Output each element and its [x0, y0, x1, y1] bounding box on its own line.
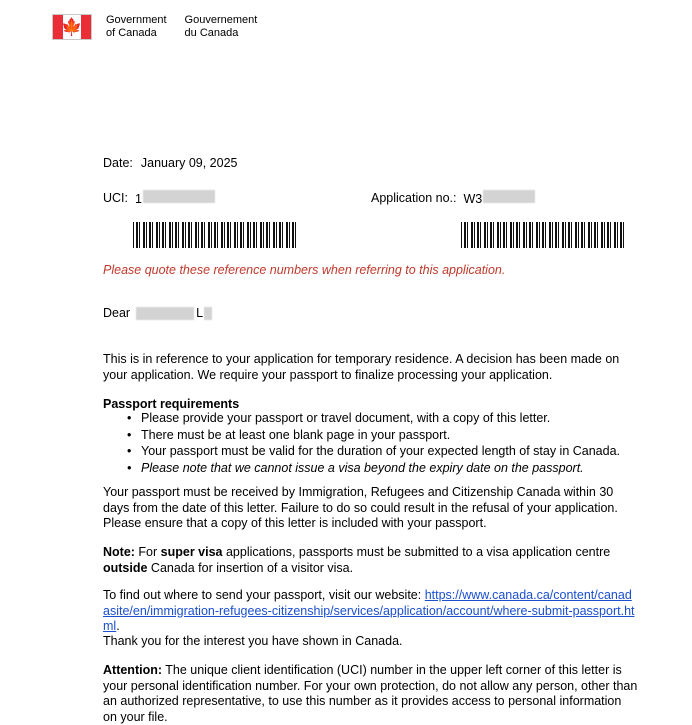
- list-item: [141, 460, 641, 477]
- wordmark: [106, 14, 257, 40]
- note-label: Note:: [103, 545, 135, 559]
- barcode-application: [461, 222, 627, 248]
- application-block: [371, 190, 535, 206]
- date-row: [103, 156, 238, 170]
- requirement-text: Your passport must be valid for the duration of your expected length of stay in Canada.: [141, 444, 620, 458]
- date-label: Date:: [103, 156, 133, 170]
- requirement-text: Please note that we cannot issue a visa beyond the expiry date on the passport.: [141, 460, 584, 475]
- website-suffix: .: [116, 619, 120, 633]
- website-prefix: To find out where to send your passport, visit our website:: [103, 588, 425, 602]
- date-value: January 09, 2025: [140, 156, 238, 170]
- paragraph-thanks: Thank you for the interest you have shown in Canada.: [103, 634, 403, 648]
- requirement-text: Please provide your passport or travel document, with a copy of this letter.: [141, 411, 551, 425]
- paragraph-note: [103, 545, 638, 576]
- uci-value: 1: [135, 192, 142, 206]
- application-value: W3: [463, 192, 483, 206]
- uci-redaction: [143, 190, 215, 203]
- letterhead: [52, 14, 257, 40]
- attention-text: The unique client identification (UCI) number in the upper left corner of this letter is your personal identification number. For your own protection, do not allow any person, other than an authorized representative, to use this number as it provides access to personal information on your file.: [103, 663, 638, 724]
- paragraph-intro: This is in reference to your application for temporary residence. A decision has been made on your application. We require your passport to finalize processing your application.: [103, 352, 620, 382]
- wordmark-english: [106, 14, 167, 40]
- barcode-uci: [133, 222, 297, 248]
- paragraph-deadline: Your passport must be received by Immigration, Refugees and Citizenship Canada within 30 days from the date of this letter. Failure to do so could result in the refusal of your application. Please ensure that a copy of this letter is included with your passport.: [103, 485, 618, 530]
- where-submit-passport-link[interactable]: https://www.canada.ca/content/canadasite/en/immigration-refugees-citizenship/services/application/account/where-submit-passport.html: [103, 588, 635, 633]
- note-bold-super-visa: super visa: [160, 545, 223, 559]
- passport-requirements-title: Passport requirements: [103, 397, 240, 411]
- wordmark-fr-line1: Gouvernement: [184, 14, 258, 26]
- salutation-name-suffix: L: [196, 306, 204, 320]
- salutation-label: Dear: [103, 306, 131, 320]
- wordmark-en-line2: of Canada: [106, 27, 157, 39]
- canada-flag-icon: [52, 14, 92, 40]
- list-item: [141, 427, 641, 444]
- salutation: [103, 306, 212, 320]
- application-redaction: [483, 190, 535, 203]
- list-item: [141, 410, 641, 427]
- paragraph-website: [103, 588, 638, 635]
- quote-reference-note: Please quote these reference numbers when referring to this application.: [103, 263, 506, 277]
- attention-label: Attention:: [103, 663, 163, 677]
- note-text-3: Canada for insertion of a visitor visa.: [147, 560, 354, 575]
- wordmark-en-line1: Government: [106, 14, 167, 26]
- passport-requirements-list: [121, 410, 641, 476]
- requirement-text: There must be at least one blank page in your passport.: [141, 427, 451, 442]
- application-value-group: [463, 190, 535, 206]
- uci-value-group: [135, 190, 215, 206]
- note-text-1: For: [134, 545, 161, 559]
- barcode-row: [103, 222, 643, 248]
- uci-block: [103, 190, 215, 206]
- paragraph-attention: [103, 663, 638, 725]
- wordmark-french: [185, 14, 258, 40]
- note-bold-outside: outside: [103, 560, 148, 575]
- list-item: [141, 443, 641, 460]
- note-text-2: applications, passports must be submitted to a visa application centre: [222, 545, 611, 559]
- uci-label: UCI:: [103, 191, 128, 205]
- salutation-redaction: [136, 307, 194, 320]
- maple-leaf-icon: 🍁: [61, 17, 83, 37]
- wordmark-fr-line2: du Canada: [184, 27, 239, 39]
- application-label: Application no.:: [371, 191, 457, 205]
- salutation-redaction-2: [204, 307, 212, 320]
